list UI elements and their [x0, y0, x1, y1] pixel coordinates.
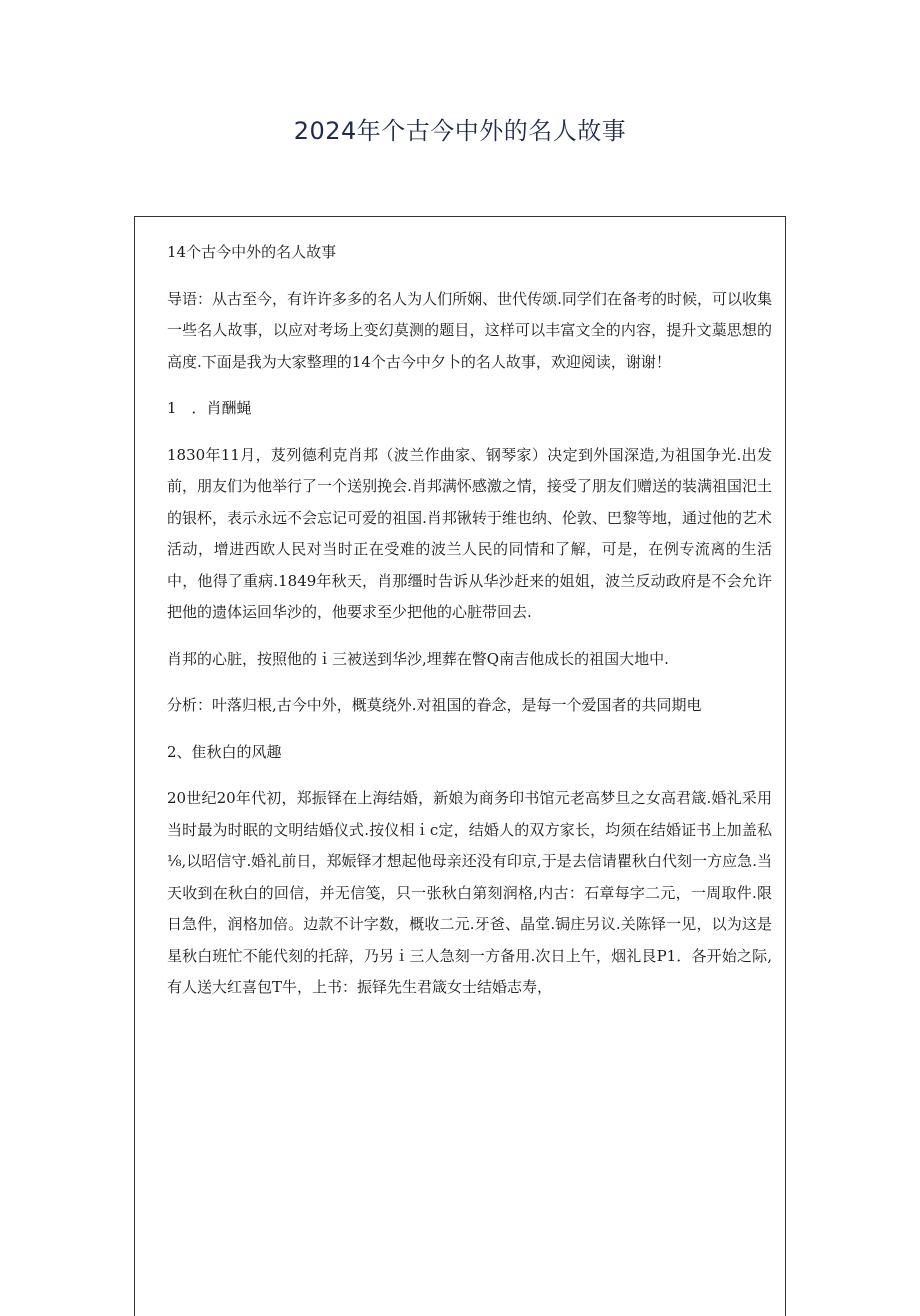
document-title: 2024年个古今中外的名人故事 — [293, 117, 627, 145]
content-box — [134, 216, 786, 1316]
story2-paragraph-1: 20世纪20年代初，郑振铎在上海结婚，新娘为商务印书馆元老高梦旦之女高君箴.婚礼采用当时最为时眠的文明结婚仪式.按仪相ｉc定，结婚人的双方家长，均须在结婚证书上加盖私⅛,以昭信守.婚礼前日，郑娠铎才想起他母亲还没有印京,于是去信请瞿秋白代刻一方应急.当天收到在秋白的回信，并无信笺，只一张秋白第刻润格,内古：石章每字二元，一周取件.限日急件，润格加倍。边款不计字数，概收二元.牙爸、晶堂.锔庄另议.关陈铎一见，以为这是星秋白班忙不能代刻的托辞，乃另ｉ三人急刻一方备用.次日上午，烟礼艮P1．各开始之际,有人送大红喜包T牛，上书：振铎先生君箴女士结婚志寿， — [167, 789, 772, 996]
content-body — [167, 237, 772, 1019]
intro-paragraph: 导语：从古至今，有许许多多的名人为人们所娴、世代传颂.同学们在备考的时候，可以收集一些名人故事，以应对考场上变幻莫测的题目，这样可以丰富文全的内容，提升文藁思想的高度.下面是我为大家整理的14个古今中夕卜的名人故事，欢迎阅读，谢谢！ — [167, 289, 772, 371]
story1-heading: 1 ．肖酬蝇 — [167, 399, 252, 417]
story1-paragraph-2: 肖邦的心脏，按照他的ｉ三被送到华沙,埋葬在瞥Q南吉他成长的祖国大地中. — [167, 649, 669, 668]
story1-analysis: 分析：叶落归根,古今中外，概莫绕外.对祖国的眷念，是每一个爱国者的共同期电 — [167, 696, 702, 714]
story1-paragraph-1: 1830年11月，芨列德利克肖邦（波兰作曲家、钢琴家）决定到外国深造,为祖国争光.出发前，朋友们为他举行了一个送别挽会.肖邦满怀感激之情，接受了朋友们赠送的装满祖国汜土的银杯，表示永远不会忘记可爱的祖国.肖邦锹转于维也纳、伦敦、巴黎等地，通过他的艺术活动，增进西欧人民对当时正在受难的波兰人民的同情和了解，可是，在例专流离的生活中，他得了重病.1849年秋天，肖那缰时告诉从华沙赶来的姐姐，波兰反动政府是不会允许把他的遗体运回华沙的，他要求至少把他的心脏带回去. — [167, 445, 772, 621]
subtitle: 14个古今中外的名人故事 — [167, 243, 337, 261]
story2-heading: 2、隹秋白的风趣 — [167, 742, 282, 761]
